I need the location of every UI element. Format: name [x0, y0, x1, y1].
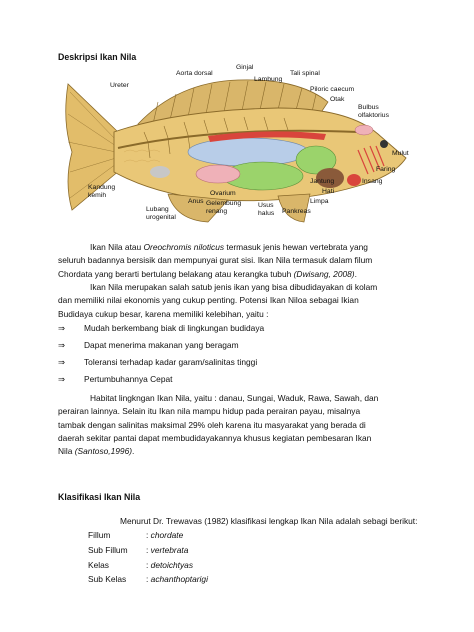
label-insang: Insang — [362, 178, 383, 185]
heart — [347, 174, 361, 186]
ovary — [196, 165, 240, 183]
paragraph-habitat — [58, 392, 416, 458]
p2-line1: Ikan Nila merupakan salah satub jenis ikan yang bisa dibudidayakan di kolam — [90, 282, 378, 292]
label-mulut: Mulut — [392, 150, 409, 157]
p2-line3: Budidaya cukup besar, karena memiliki kelebihan, yaitu : — [58, 308, 269, 319]
p1-species-name: Oreochromis niloticus — [143, 242, 225, 252]
p1-text-a: Ikan Nila atau — [90, 242, 144, 252]
label-anus: Anus — [188, 198, 204, 205]
label-kandung-kemih: Kandung kemih — [88, 184, 116, 199]
section-heading-klasifikasi: Klasifikasi Ikan Nila — [58, 492, 141, 502]
label-piloric-caecum: Piloric caecum — [310, 86, 355, 93]
label-faring: Faring — [376, 166, 396, 173]
label-jantung: Jantung — [310, 178, 335, 185]
taxonomy-row: Sub Fillum : vertebrata — [88, 545, 189, 555]
p1-line2: seluruh badannya bersisik dan mempunyai gurat sisi. Ikan Nila termasuk dalam filum — [58, 255, 373, 266]
p1-citation: (Dwisang, 2008) — [293, 268, 355, 279]
list-item: ⇒ Dapat menerima makanan yang beragam — [58, 340, 239, 350]
label-aorta-dorsal: Aorta dorsal — [176, 70, 213, 77]
p3-line3: tambak dengan salinitas maksimal 29% oleh karena itu masyarakat yang berada di — [58, 419, 366, 430]
label-usus-halus: Usus halus — [258, 202, 275, 217]
label-lambung: Lambung — [254, 76, 283, 83]
bladder — [150, 166, 170, 178]
p3-citation: (Santoso,1996) — [74, 446, 133, 457]
label-otak: Otak — [330, 96, 345, 103]
taxonomy-row: Fillum : chordate — [88, 530, 184, 540]
brain — [355, 125, 373, 135]
p1-text-c: termasuk jenis hewan vertebrata yang — [224, 242, 368, 252]
taxonomy-row: Kelas : detoichtyas — [88, 560, 194, 570]
p3-line4: daerah sekitar pantai dapat membudidayakannya khusus kegiatan pembesaran Ikan — [58, 432, 372, 443]
label-limpa: Limpa — [310, 198, 329, 205]
eye — [380, 140, 388, 148]
fish-anatomy-figure — [58, 62, 418, 226]
swim-bladder — [188, 138, 308, 166]
classification-intro: Menurut Dr. Trewavas (1982) klasifikasi lengkap Ikan Nila adalah sebagi berikut: — [120, 516, 418, 526]
paragraph-intro — [58, 241, 416, 281]
p3-line5: Nila (Santoso,1996). — [58, 446, 135, 457]
list-item: ⇒ Toleransi terhadap kadar garam/salinitas tinggi — [58, 357, 258, 367]
taxonomy-row: Sub Kelas : achanthoptarigi — [88, 574, 208, 584]
p1-line3: Chordata yang berarti bertulang belakang atau kerangka tubuh (Dwisang, 2008). — [58, 268, 357, 279]
label-hati: Hati — [322, 188, 335, 195]
label-gelembung-renang: Gelembung renang — [206, 200, 242, 215]
p3-line2: perairan lainnya. Selain itu Ikan nila mampu hidup pada perairan payau, misalnya — [58, 406, 361, 417]
label-pankreas: Pankreas — [282, 208, 311, 215]
list-item: ⇒ Mudah berkembang biak di lingkungan budidaya — [58, 323, 265, 333]
label-tali-spinal: Tali spinal — [290, 70, 320, 77]
label-ureter: Ureter — [110, 82, 129, 89]
p2-line2: dan memiliki nilai ekonomis yang cukup penting. Potensi Ikan Niloa sebagai Ikian — [58, 295, 359, 306]
label-ovarium: Ovarium — [210, 190, 236, 197]
p3-line1: Habitat lingkngan Ikan Nila, yaitu : danau, Sungai, Waduk, Rawa, Sawah, dan — [90, 393, 379, 403]
list-item: ⇒ Pertumbuhannya Cepat — [58, 374, 173, 384]
paragraph-potensi — [58, 281, 416, 321]
label-ginjal: Ginjal — [236, 64, 254, 71]
section-heading-deskripsi: Deskripsi Ikan Nila — [58, 52, 137, 62]
label-lubang-urogenital: Lubang urogenital — [146, 206, 176, 221]
label-bulbus: Bulbus olfaktorius — [358, 104, 389, 119]
